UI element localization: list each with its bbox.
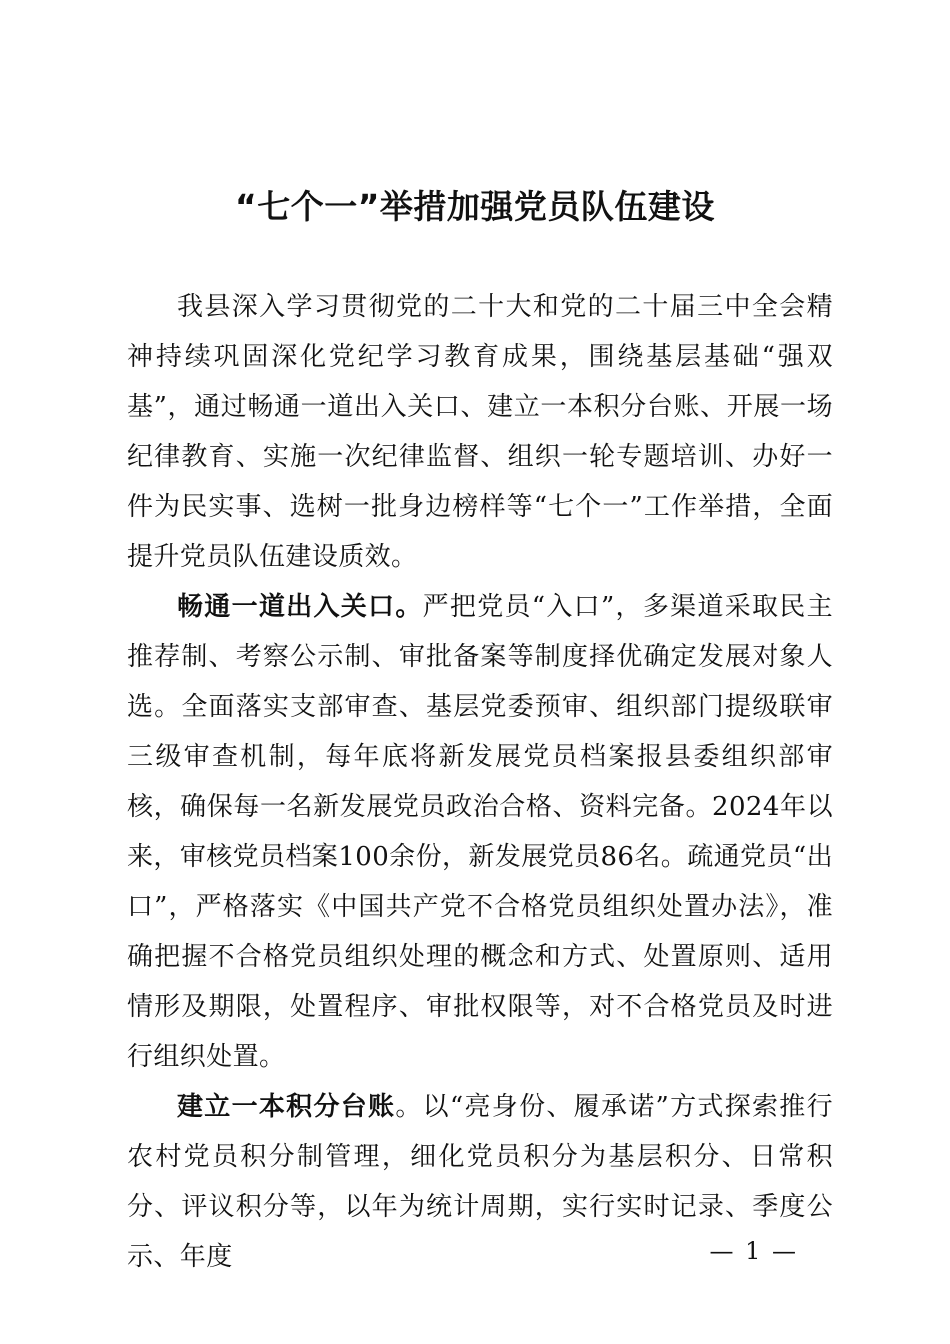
paragraph-entry-exit-heading: 畅通一道出入关口。 bbox=[177, 592, 423, 622]
document-title: “七个一”举措加强党员队伍建设 bbox=[235, 187, 715, 226]
paragraph-intro bbox=[127, 282, 833, 582]
paragraph-intro-text: 我县深入学习贯彻党的二十大和党的二十届三中全会精神持续巩固深化党纪学习教育成果，围绕基层基础“强双基”，通过畅通一道出入关口、建立一本积分台账、开展一场纪律教育、实施一次纪律监督、组织一轮专题培训、办好一件为民实事、选树一批身边榜样等“七个一”工作举措，全面提升党员队伍建设质效。 bbox=[127, 292, 833, 572]
document-body bbox=[127, 282, 833, 1282]
paragraph-points-ledger-text: 。以“亮身份、履承诺”方式探索推行农村党员积分制管理，细化党员积分为基层积分、日常积分、评议积分等，以年为统计周期，实行实时记录、季度公示、年度 bbox=[127, 1092, 833, 1272]
page-number-label: — 1 — bbox=[709, 1237, 798, 1265]
paragraph-entry-exit-text: 严把党员“入口”，多渠道采取民主推荐制、考察公示制、审批备案等制度择优确定发展对象人选。全面落实支部审查、基层党委预审、组织部门提级联审三级审查机制，每年底将新发展党员档案报县委组织部审核，确保每一名新发展党员政治合格、资料完备。2024年以来，审核党员档案100余份，新发展党员86名。疏通党员“出口”，严格落实《中国共产党不合格党员组织处置办法》，准确把握不合格党员组织处理的概念和方式、处置原则、适用情形及期限，处置程序、审批权限等，对不合格党员及时进行组织处置。 bbox=[127, 592, 834, 1072]
page-number bbox=[0, 1234, 950, 1268]
paragraph-points-ledger-heading: 建立一本积分台账 bbox=[177, 1092, 396, 1122]
paragraph-entry-exit bbox=[127, 582, 833, 1082]
